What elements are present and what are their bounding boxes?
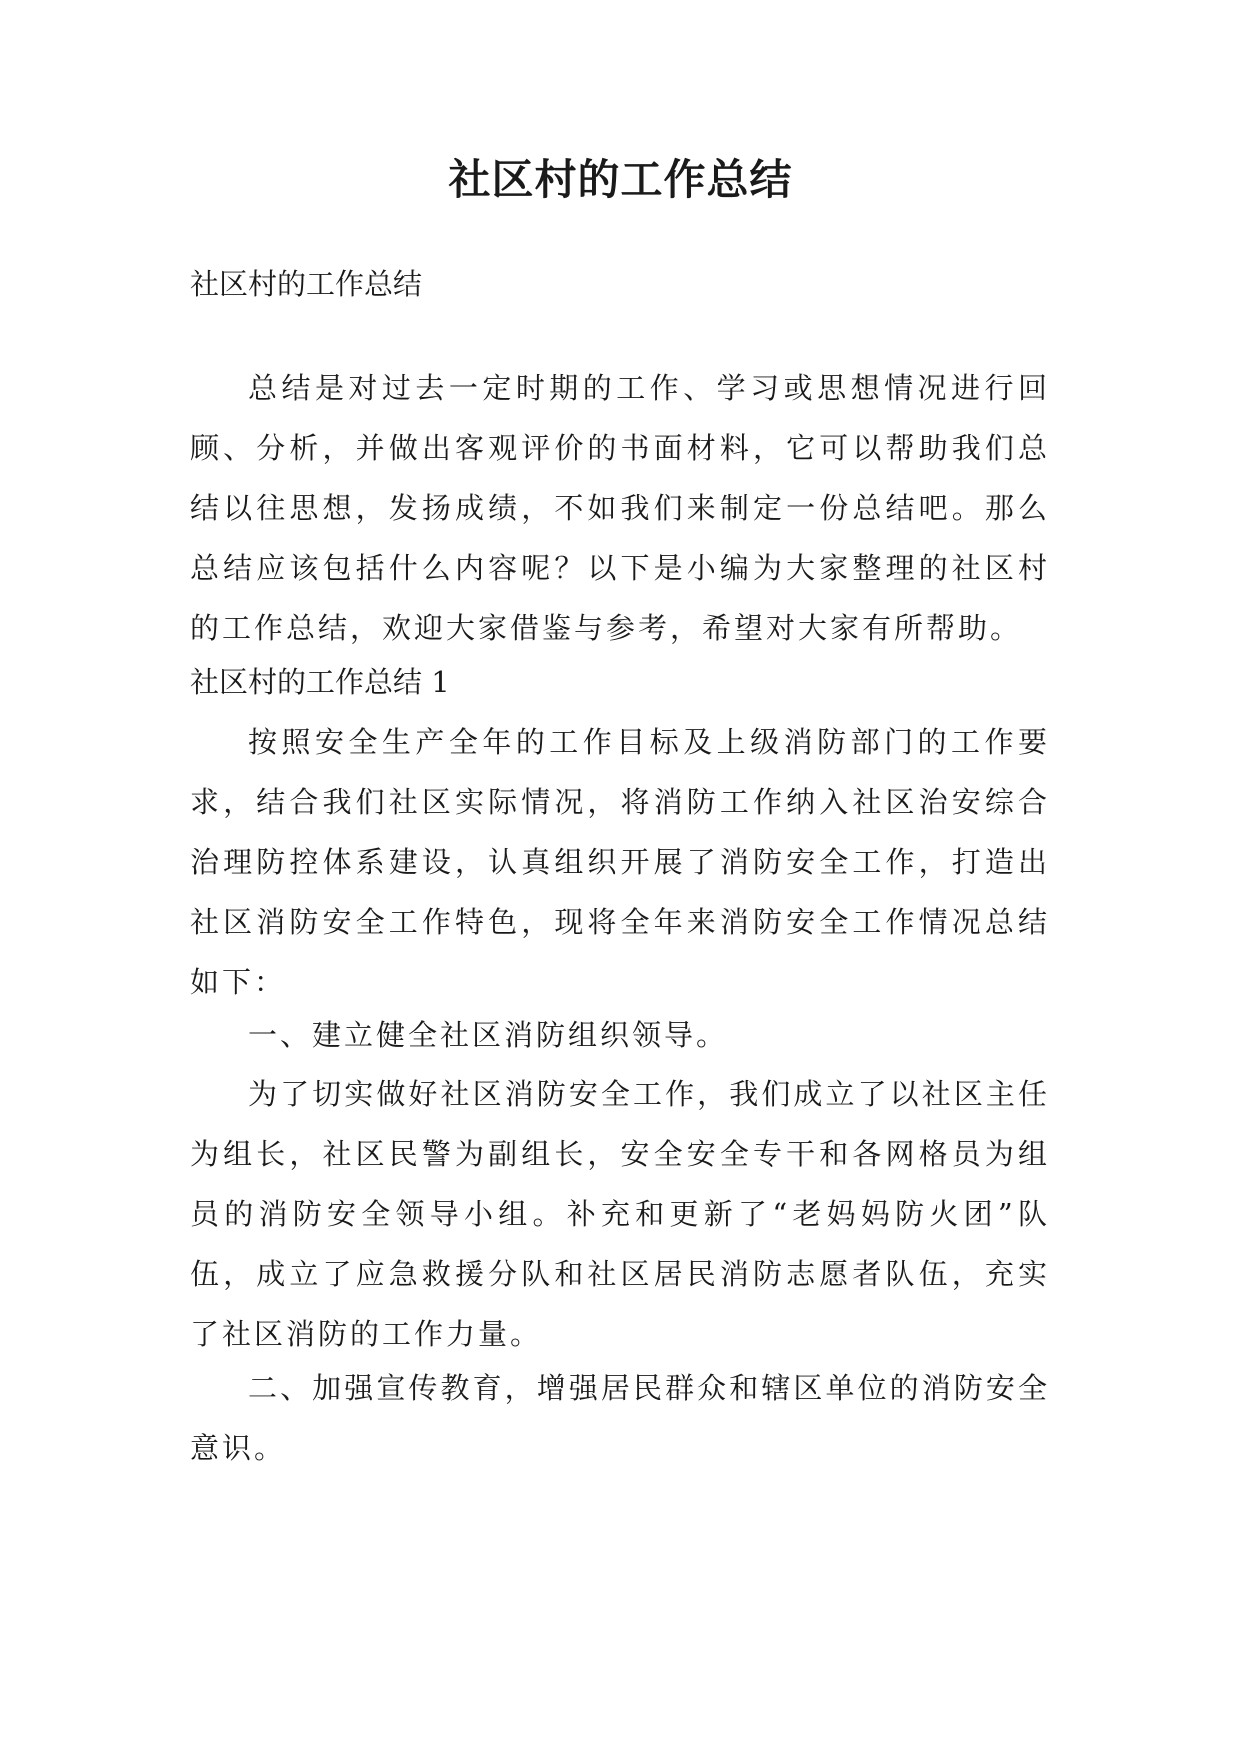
section-point-heading: 一、建立健全社区消防组织领导。 (248, 1018, 729, 1052)
intro-paragraph: 总结是对过去一定时期的工作、学习或思想情况进行回顾、分析，并做出客观评价的书面材料，它可以帮助我们总结以往思想，发扬成绩，不如我们来制定一份总结吧。那么总结应该包括什么内容呢？以下是小编为大家整理的社区村的工作总结，欢迎大家借鉴与参考，希望对大家有所帮助。 (190, 371, 1050, 645)
section-point-heading: 二、加强宣传教育，增强居民群众和辖区单位的消防安全意识。 (190, 1371, 1050, 1465)
body-paragraph: 为了切实做好社区消防安全工作，我们成立了以社区主任为组长，社区民警为副组长，安全安全专干和各网格员为组员的消防安全领导小组。补充和更新了“老妈妈防火团”队伍，成立了应急救援分队和社区居民消防志愿者队伍，充实了社区消防的工作力量。 (190, 1077, 1050, 1351)
section-heading: 社区村的工作总结 1 (190, 665, 450, 699)
document-title: 社区村的工作总结 (448, 155, 793, 204)
body-paragraph: 按照安全生产全年的工作目标及上级消防部门的工作要求，结合我们社区实际情况，将消防工作纳入社区治安综合治理防控体系建设，认真组织开展了消防安全工作，打造出社区消防安全工作特色，现将全年来消防安全工作情况总结如下： (190, 725, 1050, 999)
document-subtitle: 社区村的工作总结 (190, 267, 423, 301)
